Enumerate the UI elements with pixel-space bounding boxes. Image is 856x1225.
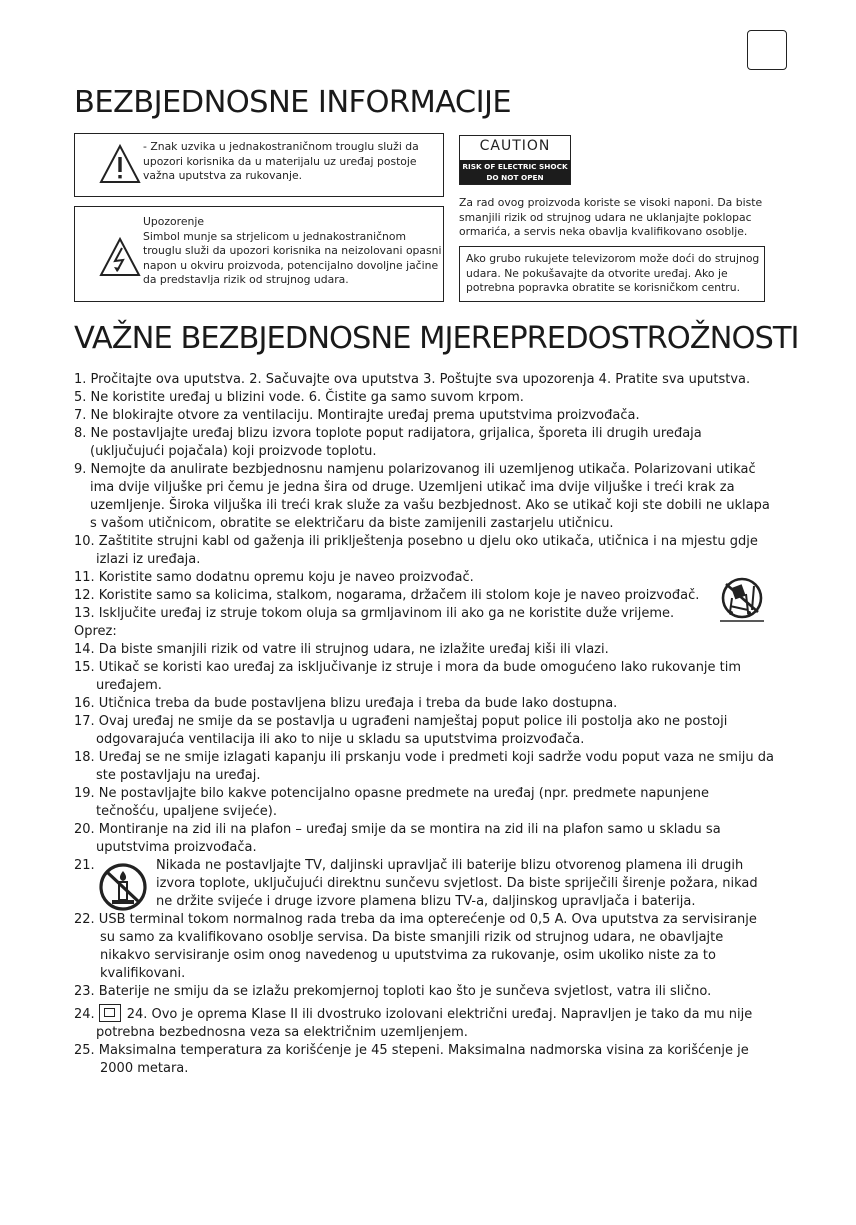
lightning-warning-heading: Upozorenje bbox=[143, 215, 204, 228]
caution-heading: Oprez: bbox=[74, 624, 117, 639]
list-item: 17. Ovaj uređaj ne smije da se postavlja u ugrađeni namještaj poput police ili postolja ako ne postoji odgovarajuća ventilacija ili ako to nije u skladu sa uputstvima proizvođača. bbox=[74, 714, 728, 747]
list-item: 19. Ne postavljajte bilo kakve potencijalno opasne predmete na uređaj (npr. predmete napunjene tečnošću, upaljene svijeće). bbox=[74, 786, 709, 819]
list-item-24 bbox=[74, 1004, 774, 1042]
cart-tip-over-warning-icon bbox=[718, 576, 766, 628]
lightning-warning-box bbox=[74, 206, 444, 302]
list-item-24-number: 24. bbox=[74, 1007, 95, 1022]
exclamation-warning-box bbox=[74, 133, 444, 197]
caution-risk-line1: RISK OF ELECTRIC SHOCK bbox=[462, 162, 568, 171]
list-item: 8. Ne postavljajte uređaj blizu izvora toplote poput radijatora, grijalica, šporeta ili drugih uređaja (uključujući pojačala) koji proizvode toplotu. bbox=[74, 426, 702, 459]
list-item: 25. Maksimalna temperatura za korišćenje je 45 stepeni. Maksimalna nadmorska visina za korišćenje je 2000 metara. bbox=[74, 1043, 749, 1076]
no-open-flame-icon bbox=[98, 862, 148, 916]
list-item: 10. Zaštitite strujni kabl od gaženja ili priklještenja posebno u djelu oko utikača, utičnica i na mjestu gdje izlazi iz uređaja. bbox=[74, 534, 758, 567]
caution-risk-bar bbox=[460, 160, 570, 184]
list-item: 20. Montiranje na zid ili na plafon – uređaj smije da se montira na zid ili na plafon samo u skladu sa uputstvima proizvođača. bbox=[74, 822, 721, 855]
list-item: 22. USB terminal tokom normalnog rada treba da ima opterećenje od 0,5 A. Ova uputstva za servisiranje su samo za kvalifikovano osoblje servisa. Da biste smanjili rizik od strujnog udara, ne obavljajte nikakvo servisiranje osim onog navedenog u uputstvima za rukovanje, osim ukoliko niste za to kvalifikovani. bbox=[74, 912, 757, 981]
exclamation-warning-text: - Znak uzvika u jednakostraničnom trouglu služi da upozori korisnika da u materijalu uz uređaj postoje važna uputstva za rukovanje. bbox=[143, 140, 419, 183]
list-item: 16. Utičnica treba da bude postavljena blizu uređaja i treba da bude lako dostupna. bbox=[74, 696, 618, 711]
list-item: 12. Koristite samo sa kolicima, stalkom, nogarama, držačem ili stolom koje je naveo proizvođač. bbox=[74, 588, 700, 603]
list-item: 18. Uređaj se ne smije izlagati kapanju ili prskanju vode i predmeti koji sadrže vodu poput vaza ne smiju da ste postavljaju na uređaj. bbox=[74, 750, 774, 783]
list-item-24-text: 24. Ovo je oprema Klase II ili dvostruko izolovani električni uređaj. Napravljen je tako da mu nije potrebna bezbednosna veza sa električnim uzemljenjem. bbox=[96, 1007, 753, 1040]
list-item: 14. Da biste smanjili rizik od vatre ili strujnog udara, ne izlažite uređaj kiši ili vlazi. bbox=[74, 642, 609, 657]
caution-title: CAUTION bbox=[479, 138, 551, 154]
caution-note-text: Za rad ovog proizvoda koriste se visoki naponi. Da biste smanjili rizik od strujnog udara ne uklanjajte poklopac ormarića, a servis neka obavlja kvalifikovano osoblje. bbox=[459, 196, 763, 239]
lightning-warning-text bbox=[143, 215, 443, 288]
list-item-21 bbox=[74, 857, 774, 911]
list-item: 7. Ne blokirajte otvore za ventilaciju. Montirajte uređaj prema uputstvima proizvođača. bbox=[74, 408, 640, 423]
section-title-safety-info: BEZBJEDNOSNE INFORMACIJE bbox=[74, 85, 512, 120]
exclamation-triangle-icon bbox=[99, 144, 141, 188]
list-item: 13. Isključite uređaj iz struje tokom oluja sa grmljavinom ili ako ga ne koristite duže vrijeme. bbox=[74, 606, 675, 621]
list-item-21-text: Nikada ne postavljajte TV, daljinski upravljač ili baterije blizu otvorenog plamena ili drugih izvora toplote, uključujući direktnu sunčevu svjetlost. Da biste spriječili širenje požara, nikad ne držite svijeće i druge izvore plamena blizu TV-a, daljinskog upravljača i baterija. bbox=[156, 858, 758, 909]
precautions-list bbox=[74, 371, 774, 1078]
page-number-box bbox=[747, 30, 787, 70]
list-item: 15. Utikač se koristi kao uređaj za isključivanje iz struje i mora da bude omogućeno lako rukovanje tim uređajem. bbox=[74, 660, 742, 693]
class-ii-double-square-icon bbox=[99, 1004, 121, 1022]
list-item: 9. Nemojte da anulirate bezbjednosnu namjenu polarizovanog ili uzemljenog utikača. Polarizovani utikač ima dvije viljuške pri čemu je jedna šira od druge. Uzemljeni utikač ima dvije viljuške i treći krak za uzemljenje. Široka viljuška ili treći krak služe za vašu bezbjednost. Ako se utikač koji ste dobili ne uklapa s vašom utičnicom, obratite se električaru da biste zamijenili zastarjelu utičnicu. bbox=[74, 462, 770, 531]
caution-label bbox=[459, 135, 571, 185]
section-title-important-precautions: VAŽNE BEZBJEDNOSNE MJEREPREDOSTROŽNOSTI bbox=[74, 321, 799, 356]
lightning-warning-body: Simbol munje sa strjelicom u jednakostraničnom trouglu služi da upozori korisnika na neizolovani opasni napon u okviru proizvoda, potencijalno dovoljne jačine da predstavlja rizik od strujnog udara. bbox=[143, 229, 442, 287]
caution-risk-line2: DO NOT OPEN bbox=[486, 173, 544, 182]
list-item: 1. Pročitajte ova uputstva. 2. Sačuvajte ova uputstva 3. Poštujte sva upozorenja 4. Pratite sva uputstva. bbox=[74, 372, 751, 387]
rough-handling-warning-box bbox=[459, 246, 765, 302]
list-item: 5. Ne koristite uređaj u blizini vode. 6. Čistite ga samo suvom krpom. bbox=[74, 390, 524, 405]
list-item: 23. Baterije ne smiju da se izlažu prekomjernoj toploti kao što je sunčeva svjetlost, vatra ili slično. bbox=[74, 984, 712, 999]
rough-handling-warning-text: Ako grubo rukujete televizorom može doći do strujnog udara. Ne pokušavajte da otvorite uređaj. Ako je potrebna popravka obratite se korisničkom centru. bbox=[466, 252, 760, 295]
list-item: 11. Koristite samo dodatnu opremu koju je naveo proizvođač. bbox=[74, 570, 474, 585]
list-item-21-number: 21. bbox=[74, 858, 95, 873]
lightning-triangle-icon bbox=[99, 237, 141, 281]
